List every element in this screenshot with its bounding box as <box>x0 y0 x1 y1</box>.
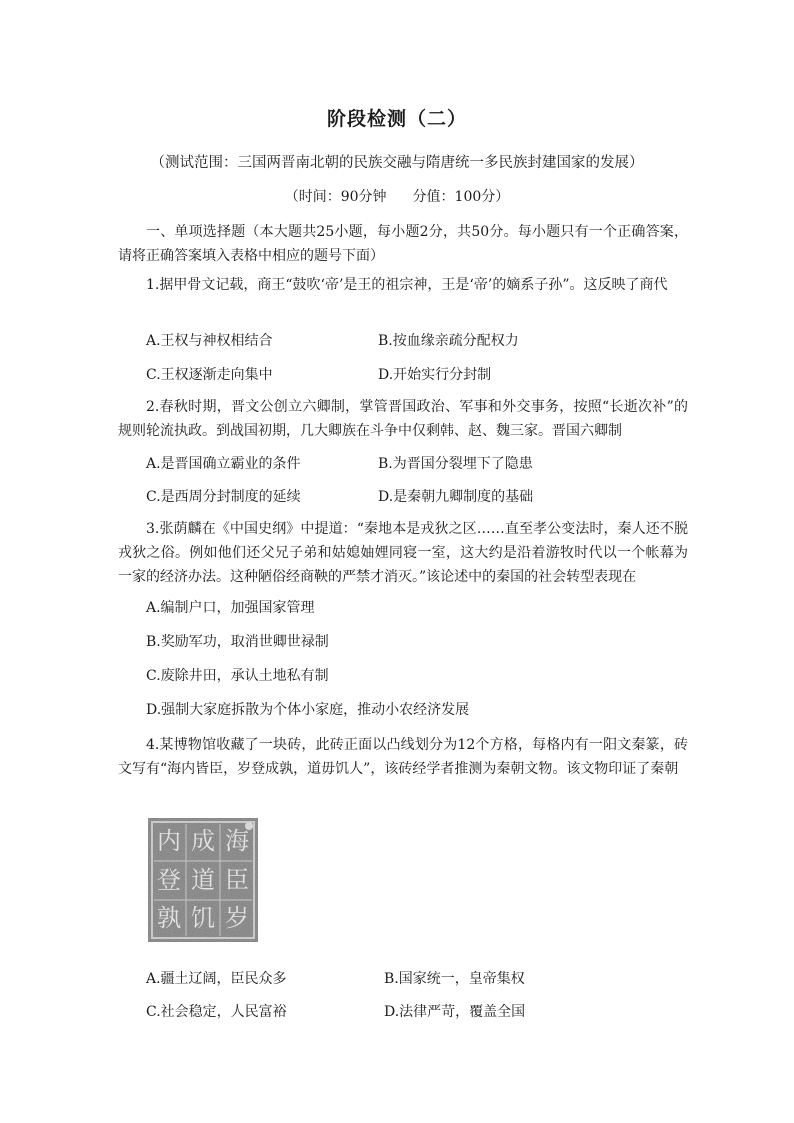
section-instructions: 一、单项选择题（本大题共25小题，每小题2分，共50分。每小题只有一个正确答案，请将正确答案填入表格中相应的题号下面） <box>118 224 688 264</box>
time-score-info <box>0 186 794 206</box>
q1-option-b: B.按血缘亲疏分配权力 <box>378 333 519 349</box>
seal-character: 登 <box>157 866 181 894</box>
test-scope: （测试范围：三国两晋南北朝的民族交融与隋唐统一多民族封建国家的发展） <box>150 155 644 171</box>
seal-character: 孰 <box>157 904 181 932</box>
seal-character: 海 <box>225 827 249 855</box>
q2-option-b: B.为晋国分裂埋下了隐患 <box>378 456 533 472</box>
question-3-stem: 3.张荫麟在《中国史纲》中提道：“秦地本是戎狄之区……直至孝公变法时，秦人还不脱戎狄之俗。例如他们还父兄子弟和姑媳妯娌同寝一室，这大约是沿着游牧时代以一个帐幕为一家的经济办法。这种陋俗经商鞅的严禁才消灭。”该论述中的秦国的社会转型表现在 <box>118 521 688 585</box>
question-2-stem: 2.春秋时期，晋文公创立六卿制，掌管晋国政治、军事和外交事务，按照“长逝次补”的规则轮流执政。到战国初期，几大卿族在斗争中仅剩韩、赵、魏三家。晋国六卿制 <box>118 399 688 439</box>
q3-option-d: D.强制大家庭拆散为个体小家庭，推动小农经济发展 <box>146 702 470 718</box>
seal-character: 内 <box>157 827 181 855</box>
q3-option-a: A.编制户口，加强国家管理 <box>146 600 315 616</box>
exam-time: （时间：90分钟 <box>284 189 387 205</box>
seal-character: 成 <box>191 827 215 855</box>
q2-option-c: C.是西周分封制度的延续 <box>146 489 301 505</box>
seal-character: 饥 <box>191 904 215 932</box>
seal-character: 道 <box>191 866 215 894</box>
q1-option-a: A.王权与神权相结合 <box>146 333 273 349</box>
exam-score: 分值：100分） <box>412 189 510 205</box>
q1-option-c: C.王权逐渐走向集中 <box>146 367 273 383</box>
page-title: 阶段检测（二） <box>326 108 467 130</box>
qin-brick-seal-image <box>148 818 258 942</box>
q3-option-b: B.奖励军功，取消世卿世禄制 <box>146 634 329 650</box>
seal-character: 臣 <box>225 866 249 894</box>
q4-option-c: C.社会稳定，人民富裕 <box>146 1004 287 1020</box>
seal-characters <box>157 827 249 932</box>
q1-option-d: D.开始实行分封制 <box>378 367 492 383</box>
q4-option-b: B.国家统一，皇帝集权 <box>384 971 525 987</box>
q2-option-d: D.是秦朝九卿制度的基础 <box>378 489 534 505</box>
seal-character: 岁 <box>225 904 249 932</box>
question-1-stem: 1.据甲骨文记载，商王“鼓吹‘帝’是王的祖宗神，王是‘帝’的嫡系子孙”。这反映了商代 <box>146 277 668 293</box>
q3-option-c: C.废除井田，承认土地私有制 <box>146 668 329 684</box>
question-4-stem: 4.某博物馆收藏了一块砖，此砖正面以凸线划分为12个方格，每格内有一阳文秦篆，砖文写有“海内皆臣，岁登成孰，道毋饥人”，该砖经学者推测为秦朝文物。该文物印证了秦朝 <box>118 737 688 777</box>
q2-option-a: A.是晋国确立霸业的条件 <box>146 456 301 472</box>
q4-option-a: A.疆土辽阔，臣民众多 <box>146 971 287 987</box>
q4-option-d: D.法律严苛，覆盖全国 <box>384 1004 526 1020</box>
